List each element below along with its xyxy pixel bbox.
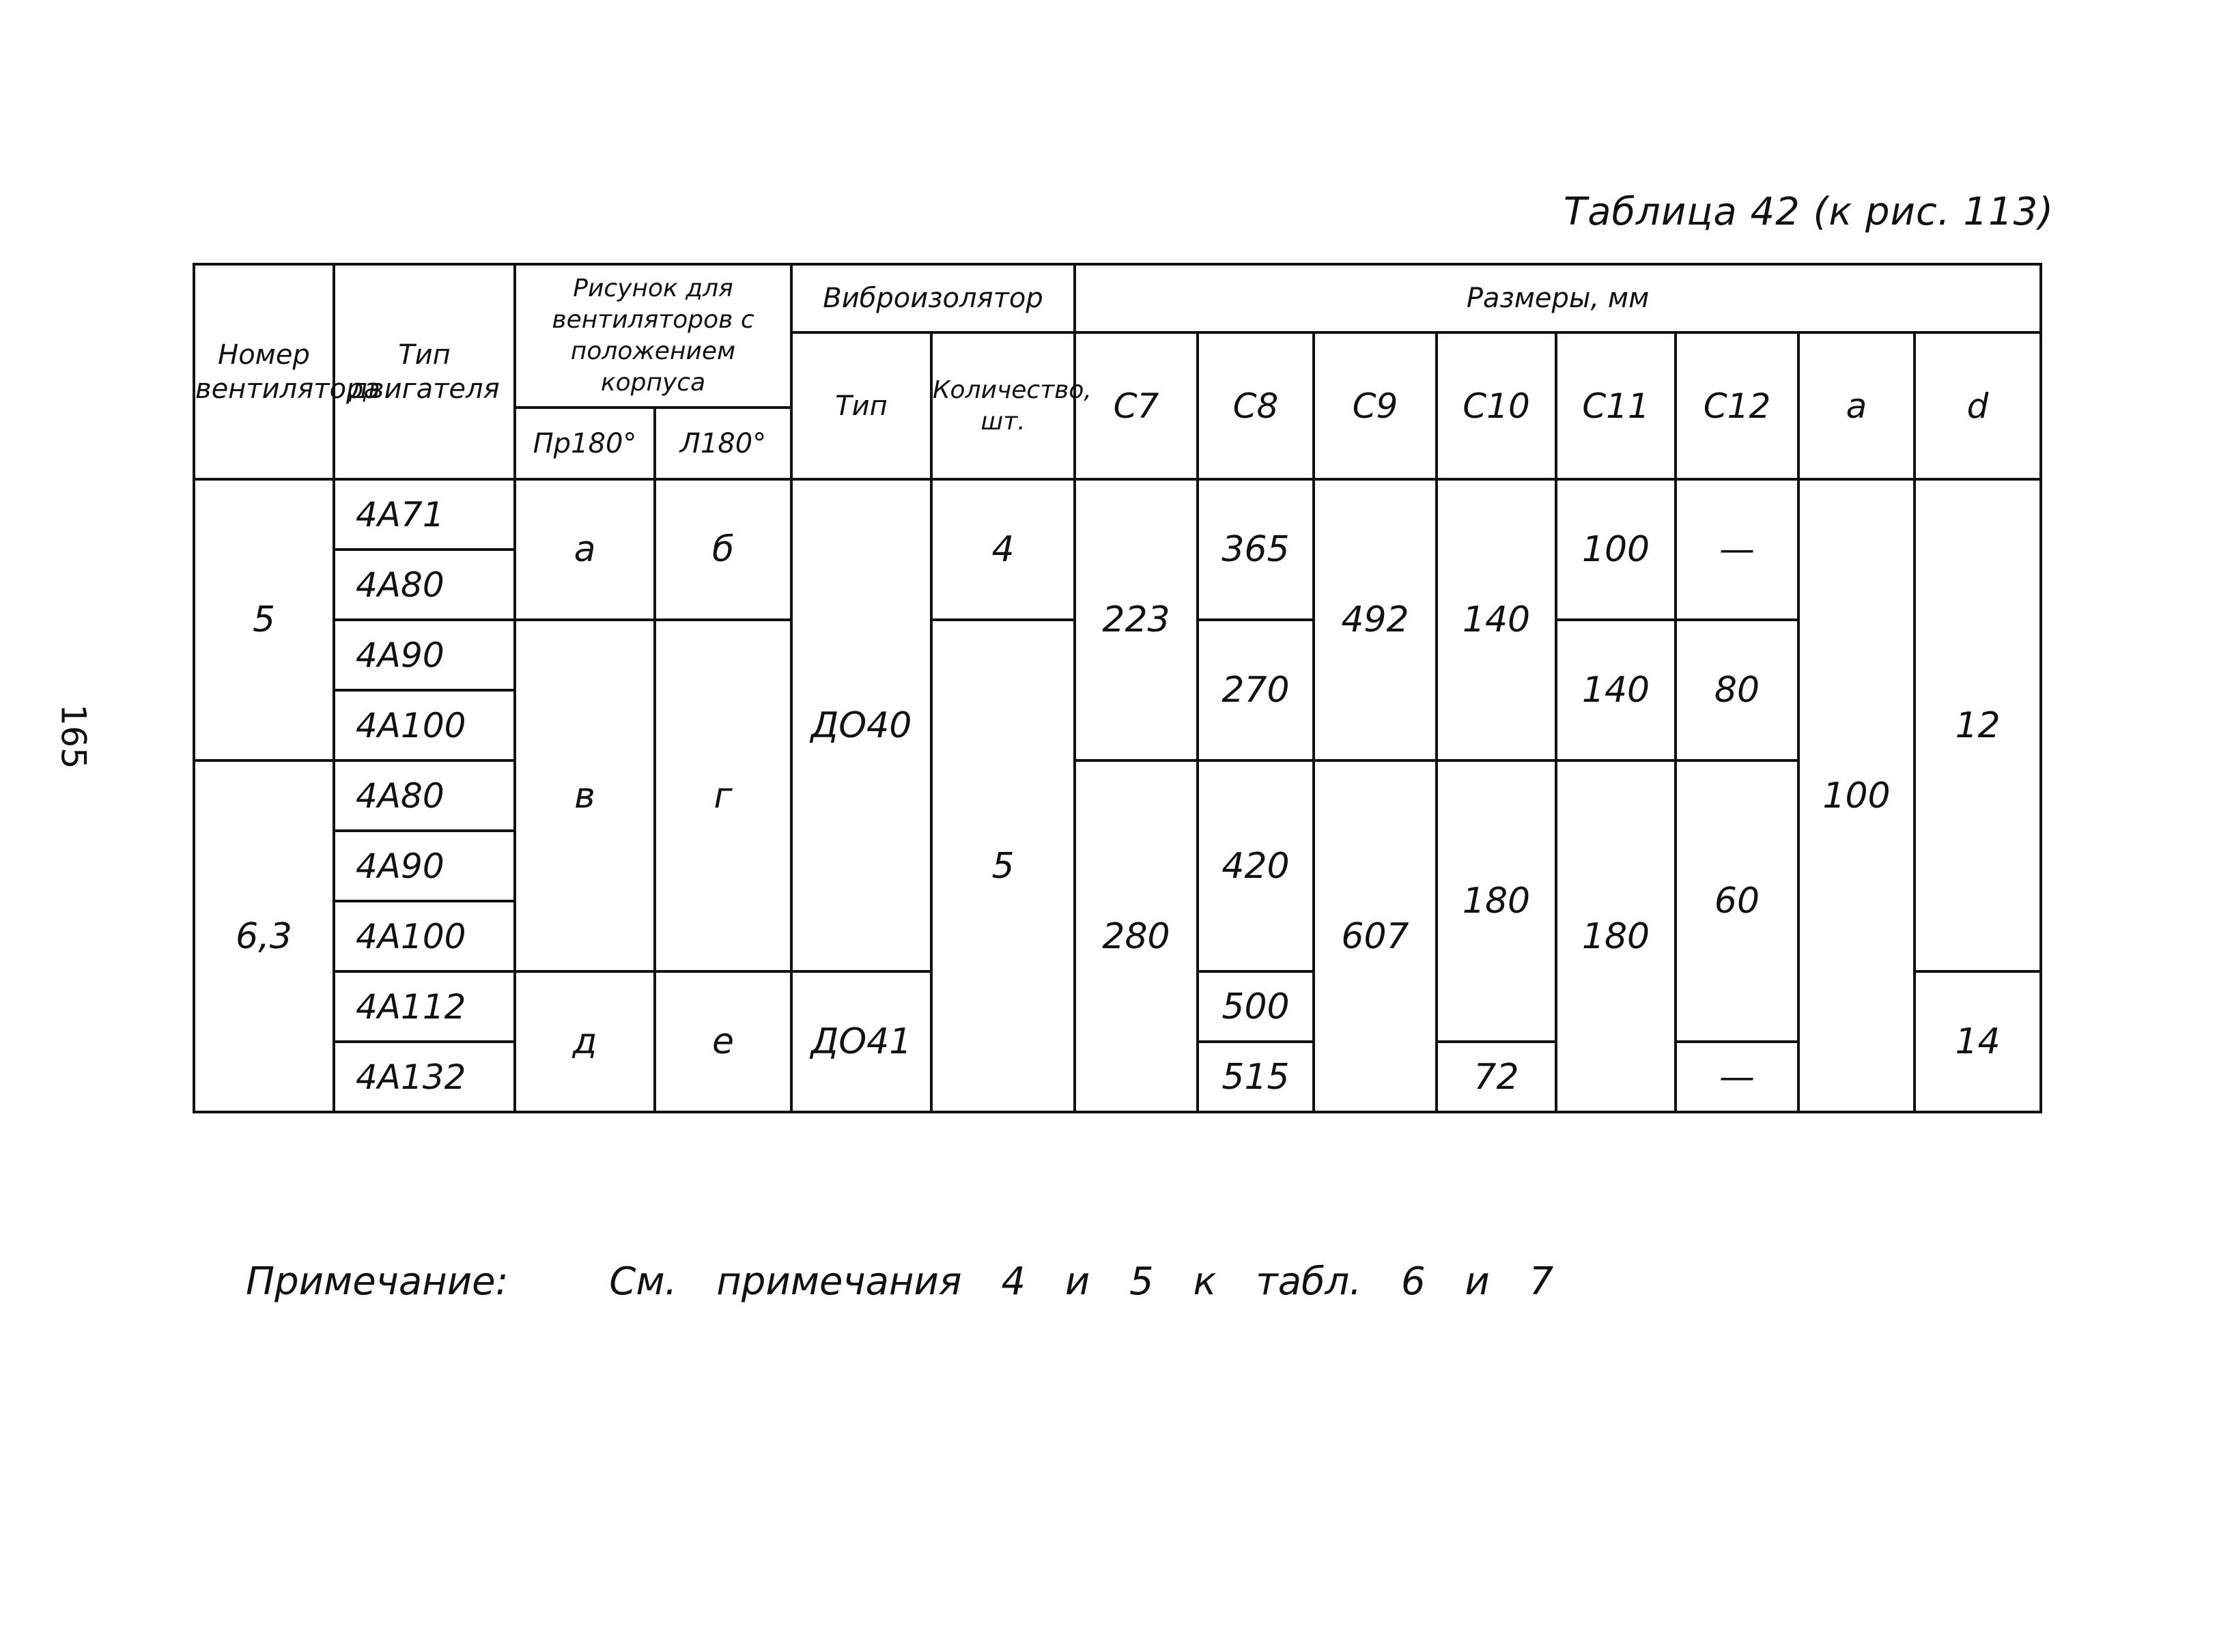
drawing-l-cell: б (655, 479, 791, 620)
table-caption: Таблица 42 (к рис. 113) (1564, 190, 2054, 234)
drawing-l-cell: е (655, 971, 791, 1112)
c8-cell: 500 (1198, 971, 1314, 1042)
motor-cell: 4A90 (334, 831, 515, 901)
c10-cell: 180 (1437, 760, 1556, 1042)
c7-cell: 280 (1075, 760, 1198, 1112)
header-row-1 (194, 264, 2041, 332)
c8-cell: 365 (1198, 479, 1314, 620)
c11-cell: 140 (1556, 620, 1676, 760)
header-c9: C9 (1314, 332, 1437, 479)
motor-cell: 4A80 (334, 760, 515, 831)
header-vibro-type: Тип (791, 332, 931, 479)
drawing-pr-cell: а (515, 479, 655, 620)
motor-cell: 4A132 (334, 1042, 515, 1112)
c7-cell: 223 (1075, 479, 1198, 760)
header-motor-type: Тип двигателя (334, 264, 515, 479)
c11-cell: 180 (1556, 760, 1676, 1112)
table-row (194, 479, 2041, 550)
header-c7: C7 (1075, 332, 1198, 479)
note (246, 1259, 1553, 1304)
table-row (194, 760, 2041, 831)
header-c10: C10 (1437, 332, 1556, 479)
motor-cell: 4A100 (334, 901, 515, 971)
header-drawing-l: Л180° (655, 408, 791, 479)
c8-cell: 420 (1198, 760, 1314, 971)
c10-cell: 140 (1437, 479, 1556, 760)
c11-cell: 100 (1556, 479, 1676, 620)
header-vibro-group: Виброизолятор (791, 264, 1075, 332)
header-fan-number: Номер вентилятора (194, 264, 334, 479)
c12-cell: 80 (1676, 620, 1798, 760)
drawing-l-cell: г (655, 620, 791, 971)
motor-cell: 4A90 (334, 620, 515, 690)
c9-cell: 492 (1314, 479, 1437, 760)
header-drawing-group: Рисунок для вентиляторов с положением корпуса (515, 264, 791, 408)
drawing-pr-cell: в (515, 620, 655, 971)
c12-cell: — (1676, 479, 1798, 620)
header-d: d (1915, 332, 2041, 479)
vibro-qty-cell: 5 (931, 620, 1075, 1112)
spec-table (193, 263, 2042, 1113)
c9-cell: 607 (1314, 760, 1437, 1112)
note-text: См. примечания 4 и 5 к табл. 6 и 7 (609, 1259, 1554, 1304)
c8-cell: 270 (1198, 620, 1314, 760)
c10-cell: 72 (1437, 1042, 1556, 1112)
motor-cell: 4A71 (334, 479, 515, 550)
fan-number-cell: 5 (194, 479, 334, 760)
c12-cell: 60 (1676, 760, 1798, 1042)
fan-number-cell: 6,3 (194, 760, 334, 1112)
vibro-qty-cell: 4 (931, 479, 1075, 620)
header-vibro-qty: Количество, шт. (931, 332, 1075, 479)
motor-cell: 4A100 (334, 690, 515, 760)
a-cell: 100 (1798, 479, 1915, 1112)
vibro-type-cell: ДО40 (791, 479, 931, 971)
c12-cell: — (1676, 1042, 1798, 1112)
c8-cell: 515 (1198, 1042, 1314, 1112)
motor-cell: 4A80 (334, 550, 515, 620)
vibro-type-cell: ДО41 (791, 971, 931, 1112)
note-label: Примечание: (246, 1259, 509, 1304)
page-number: 165 (53, 704, 94, 769)
header-dims-group: Размеры, мм (1075, 264, 2041, 332)
motor-cell: 4A112 (334, 971, 515, 1042)
d-cell: 14 (1915, 971, 2041, 1112)
header-drawing-pr: Пр180° (515, 408, 655, 479)
spec-table-container (193, 263, 2042, 1113)
drawing-pr-cell: д (515, 971, 655, 1112)
header-a: a (1798, 332, 1915, 479)
d-cell: 12 (1915, 479, 2041, 971)
header-c8: C8 (1198, 332, 1314, 479)
header-c11: C11 (1556, 332, 1676, 479)
header-c12: C12 (1676, 332, 1798, 479)
